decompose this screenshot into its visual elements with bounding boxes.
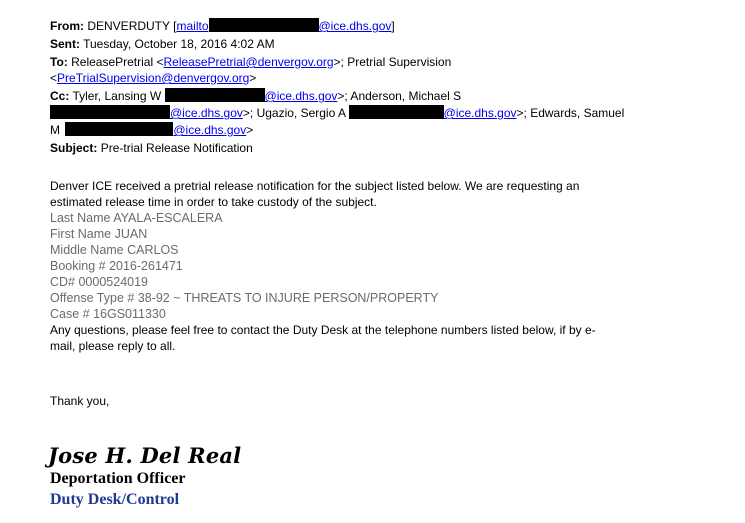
from-domain-link[interactable]: @ice.dhs.gov	[318, 19, 392, 33]
from-bracket: ]	[391, 19, 395, 33]
sent-label: Sent:	[50, 37, 80, 51]
subject-line	[50, 140, 730, 156]
cc-line-2	[50, 105, 730, 121]
signature-name: Jose H. Del Real	[48, 443, 242, 468]
redaction-box	[65, 122, 173, 136]
to-email-2-link[interactable]: PreTrialSupervision@denvergov.org	[57, 71, 250, 85]
cc-m: M	[50, 123, 60, 137]
detail-offense: Offense Type # 38-92 ~ THREATS TO INJURE PERSON/PROPERTY	[50, 291, 439, 305]
to-close-bracket: >	[249, 71, 257, 85]
closing-line-2: mail, please reply to all.	[50, 339, 176, 353]
cc-line	[50, 88, 730, 104]
cc-email-4-link[interactable]: @ice.dhs.gov	[173, 123, 247, 137]
closing-line-1: Any questions, please feel free to contact the Duty Desk at the telephone numbers listed below, if by e-	[50, 323, 596, 337]
to-line-2	[50, 70, 730, 86]
cc-after-1: >; Anderson, Michael S	[337, 89, 462, 103]
sent-value: Tuesday, October 18, 2016 4:02 AM	[83, 37, 275, 51]
to-separator: >; Pretrial Supervision	[333, 55, 452, 69]
cc-name-1: Tyler, Lansing W	[72, 89, 162, 103]
redaction-box	[209, 18, 319, 32]
cc-email-3-link[interactable]: @ice.dhs.gov	[443, 106, 517, 120]
redaction-box	[165, 88, 265, 102]
intro-line-2: estimated release time in order to take custody of the subject.	[50, 195, 377, 209]
cc-close-bracket: >	[246, 123, 254, 137]
from-line	[50, 18, 730, 34]
detail-case: Case # 16GS011330	[50, 307, 166, 321]
intro-line-1: Denver ICE received a pretrial release notification for the subject listed below. We are requesting an	[50, 179, 580, 193]
signature-title: Deportation Officer	[50, 470, 186, 487]
to-email-1-link[interactable]: ReleasePretrial@denvergov.org	[163, 55, 334, 69]
from-name: DENVERDUTY [	[87, 19, 177, 33]
detail-last-name: Last Name AYALA-ESCALERA	[50, 211, 223, 225]
subject-value: Pre-trial Release Notification	[100, 141, 253, 155]
cc-label: Cc:	[50, 89, 70, 103]
from-mailto-link[interactable]: mailto	[176, 19, 209, 33]
sent-line	[50, 36, 730, 52]
thanks: Thank you,	[50, 394, 110, 408]
redaction-box	[50, 105, 170, 119]
detail-middle-name: Middle Name CARLOS	[50, 243, 179, 257]
to-open-bracket: <	[50, 71, 58, 85]
cc-after-3: >; Edwards, Samuel	[516, 106, 625, 120]
detail-cd: CD# 0000524019	[50, 275, 148, 289]
detail-booking: Booking # 2016-261471	[50, 259, 183, 273]
detail-first-name: First Name JUAN	[50, 227, 148, 241]
to-name-1: ReleasePretrial <	[71, 55, 164, 69]
to-line	[50, 54, 730, 70]
cc-after-2: >; Ugazio, Sergio A	[242, 106, 346, 120]
subject-label: Subject:	[50, 141, 98, 155]
cc-line-3	[50, 122, 730, 138]
from-label: From:	[50, 19, 84, 33]
redaction-box	[349, 105, 444, 119]
signature-department: Duty Desk/Control	[50, 491, 180, 508]
cc-email-2-link[interactable]: @ice.dhs.gov	[170, 106, 243, 120]
to-label: To:	[50, 55, 68, 69]
cc-email-1-link[interactable]: @ice.dhs.gov	[264, 89, 338, 103]
